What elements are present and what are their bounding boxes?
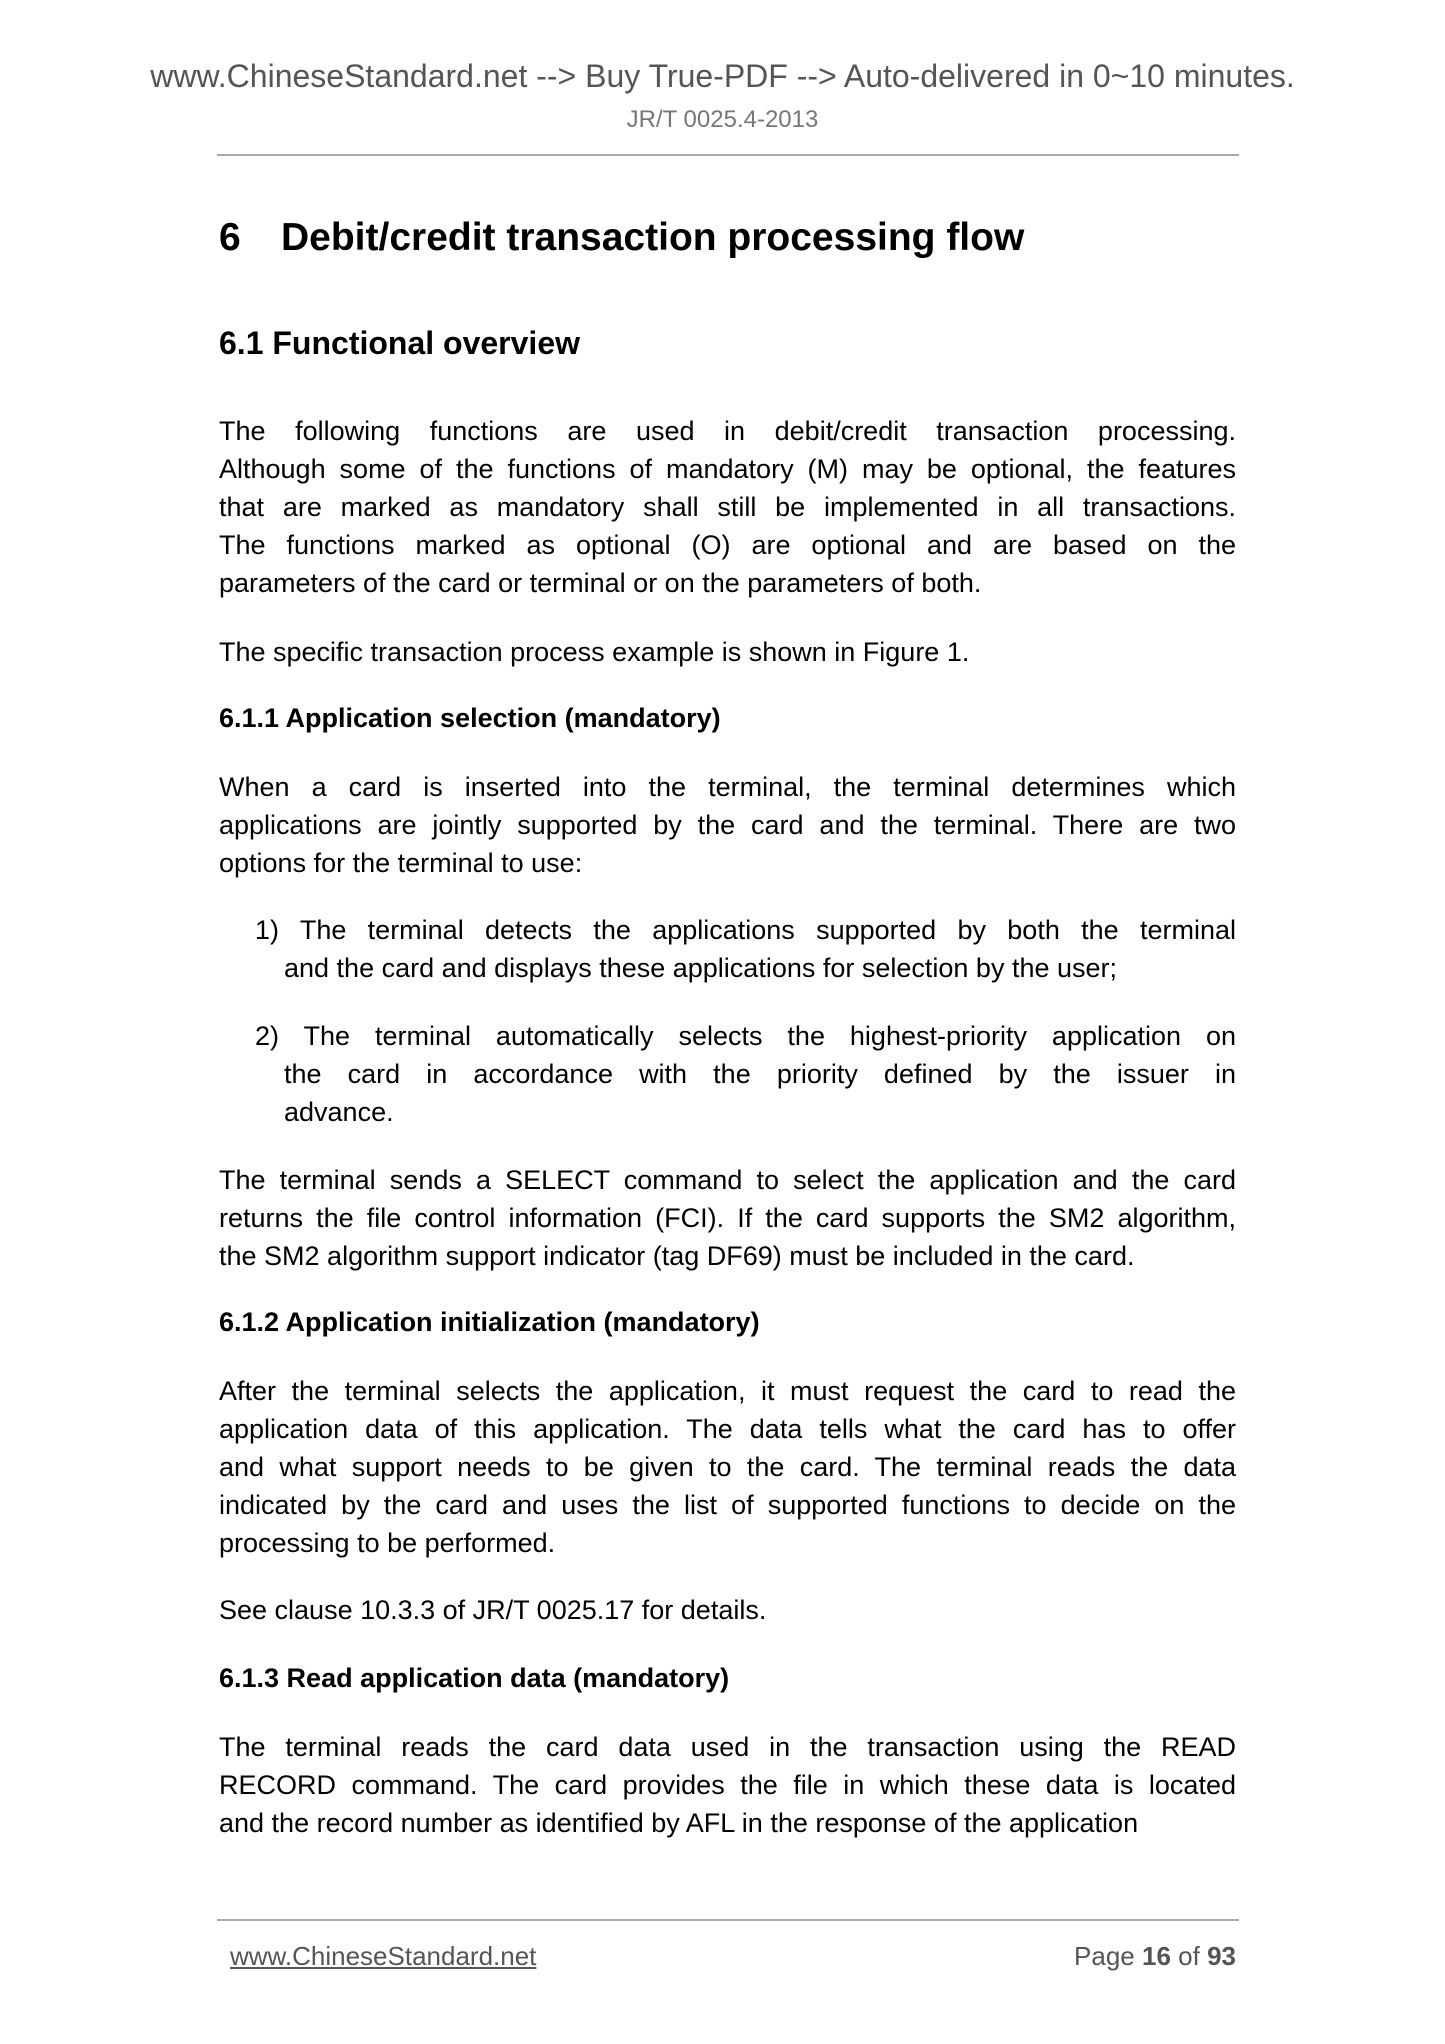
text-line bbox=[284, 949, 1236, 987]
text-line bbox=[219, 1766, 1236, 1804]
list-label: 2) bbox=[255, 1021, 280, 1051]
line-text: After the terminal selects the application, it must request the card to read the bbox=[219, 1376, 1236, 1406]
section-number: 6 bbox=[219, 216, 241, 259]
line-text: application data of this application. The data tells what the card has to offer bbox=[219, 1414, 1236, 1444]
text-line bbox=[219, 1237, 1236, 1275]
line-text: The terminal detects the applications supported by both the terminal bbox=[299, 915, 1237, 945]
paragraph-read-data bbox=[219, 1728, 1236, 1842]
text-line bbox=[219, 1524, 1236, 1562]
text-line bbox=[284, 1055, 1236, 1093]
line-text: The terminal sends a SELECT command to select the application and the card bbox=[219, 1165, 1236, 1195]
header-divider bbox=[217, 154, 1239, 156]
header-banner: www.ChineseStandard.net --> Buy True-PDF --> Auto-delivered in 0~10 minutes. bbox=[150, 58, 1295, 94]
document-id: JR/T 0025.4-2013 bbox=[626, 106, 819, 133]
line-text: and the card and displays these applications for selection by the user; bbox=[284, 953, 1118, 983]
line-text: The following functions are used in debit/credit transaction processing. bbox=[219, 416, 1236, 446]
total-pages: 93 bbox=[1207, 1941, 1236, 1971]
text-line bbox=[219, 1410, 1236, 1448]
paragraph-app-init bbox=[219, 1372, 1236, 1562]
text-line bbox=[255, 911, 1237, 949]
line-text: Although some of the functions of mandatory (M) may be optional, the features bbox=[219, 454, 1236, 484]
text-line bbox=[219, 564, 1236, 602]
paragraph-clause-ref bbox=[219, 1591, 1236, 1629]
section-heading bbox=[219, 216, 1024, 260]
page-word: Page bbox=[1074, 1941, 1135, 1971]
section-title: Debit/credit transaction processing flow bbox=[281, 216, 1025, 259]
paragraph-app-selection bbox=[219, 768, 1236, 882]
line-text: the card in accordance with the priority defined by the issuer in bbox=[284, 1059, 1236, 1089]
text-line bbox=[219, 1199, 1236, 1237]
line-text: The specific transaction process example is shown in Figure 1. bbox=[219, 637, 970, 667]
text-line bbox=[219, 1372, 1236, 1410]
text-line bbox=[219, 806, 1236, 844]
text-line bbox=[219, 844, 1236, 882]
line-text: and the record number as identified by AFL in the response of the application bbox=[219, 1808, 1139, 1838]
text-line bbox=[219, 633, 1236, 671]
line-text: RECORD command. The card provides the file in which these data is located bbox=[219, 1770, 1236, 1800]
line-text: that are marked as mandatory shall still be implemented in all transactions. bbox=[219, 492, 1236, 522]
text-line bbox=[219, 1448, 1236, 1486]
page-number bbox=[1074, 1941, 1236, 1972]
list-item-2 bbox=[255, 1017, 1236, 1131]
line-text: and what support needs to be given to the card. The terminal reads the data bbox=[219, 1452, 1236, 1482]
heading-6-1-2: 6.1.2 Application initialization (mandatory) bbox=[219, 1307, 760, 1337]
list-label: 1) bbox=[255, 915, 280, 945]
line-text: See clause 10.3.3 of JR/T 0025.17 for details. bbox=[219, 1595, 767, 1625]
heading-6-1-3: 6.1.3 Read application data (mandatory) bbox=[219, 1663, 730, 1693]
line-text: the SM2 algorithm support indicator (tag DF69) must be included in the card. bbox=[219, 1241, 1135, 1271]
text-line bbox=[219, 1591, 1236, 1629]
line-text: applications are jointly supported by the card and the terminal. There are two bbox=[219, 810, 1236, 840]
current-page: 16 bbox=[1142, 1941, 1171, 1971]
line-text: advance. bbox=[284, 1097, 394, 1127]
text-line bbox=[219, 768, 1236, 806]
footer-divider bbox=[217, 1919, 1239, 1921]
subsection-heading: 6.1 Functional overview bbox=[219, 325, 580, 361]
list-item-1 bbox=[255, 911, 1237, 987]
footer-link[interactable]: www.ChineseStandard.net bbox=[230, 1941, 537, 1971]
text-line bbox=[219, 1804, 1236, 1842]
text-line bbox=[284, 1093, 1236, 1131]
line-text: returns the file control information (FCI). If the card supports the SM2 algorithm, bbox=[219, 1203, 1236, 1233]
line-text: The terminal automatically selects the highest-priority application on bbox=[303, 1021, 1236, 1051]
text-line bbox=[219, 488, 1236, 526]
line-text: processing to be performed. bbox=[219, 1528, 556, 1558]
line-text: indicated by the card and uses the list of supported functions to decide on the bbox=[219, 1490, 1236, 1520]
line-text: options for the terminal to use: bbox=[219, 848, 583, 878]
text-line bbox=[219, 1161, 1236, 1199]
paragraph-select-command bbox=[219, 1161, 1236, 1275]
text-line bbox=[219, 526, 1236, 564]
line-text: The functions marked as optional (O) are optional and are based on the bbox=[219, 530, 1236, 560]
line-text: The terminal reads the card data used in the transaction using the READ bbox=[219, 1732, 1236, 1762]
paragraph-figure-ref bbox=[219, 633, 1236, 671]
line-text: When a card is inserted into the terminal, the terminal determines which bbox=[219, 772, 1236, 802]
text-line bbox=[219, 1728, 1236, 1766]
of-word: of bbox=[1178, 1941, 1200, 1971]
line-text: parameters of the card or terminal or on the parameters of both. bbox=[219, 568, 982, 598]
heading-6-1-1: 6.1.1 Application selection (mandatory) bbox=[219, 703, 721, 733]
text-line bbox=[219, 450, 1236, 488]
text-line bbox=[219, 1486, 1236, 1524]
text-line bbox=[219, 412, 1236, 450]
text-line bbox=[255, 1017, 1236, 1055]
paragraph-overview bbox=[219, 412, 1236, 602]
